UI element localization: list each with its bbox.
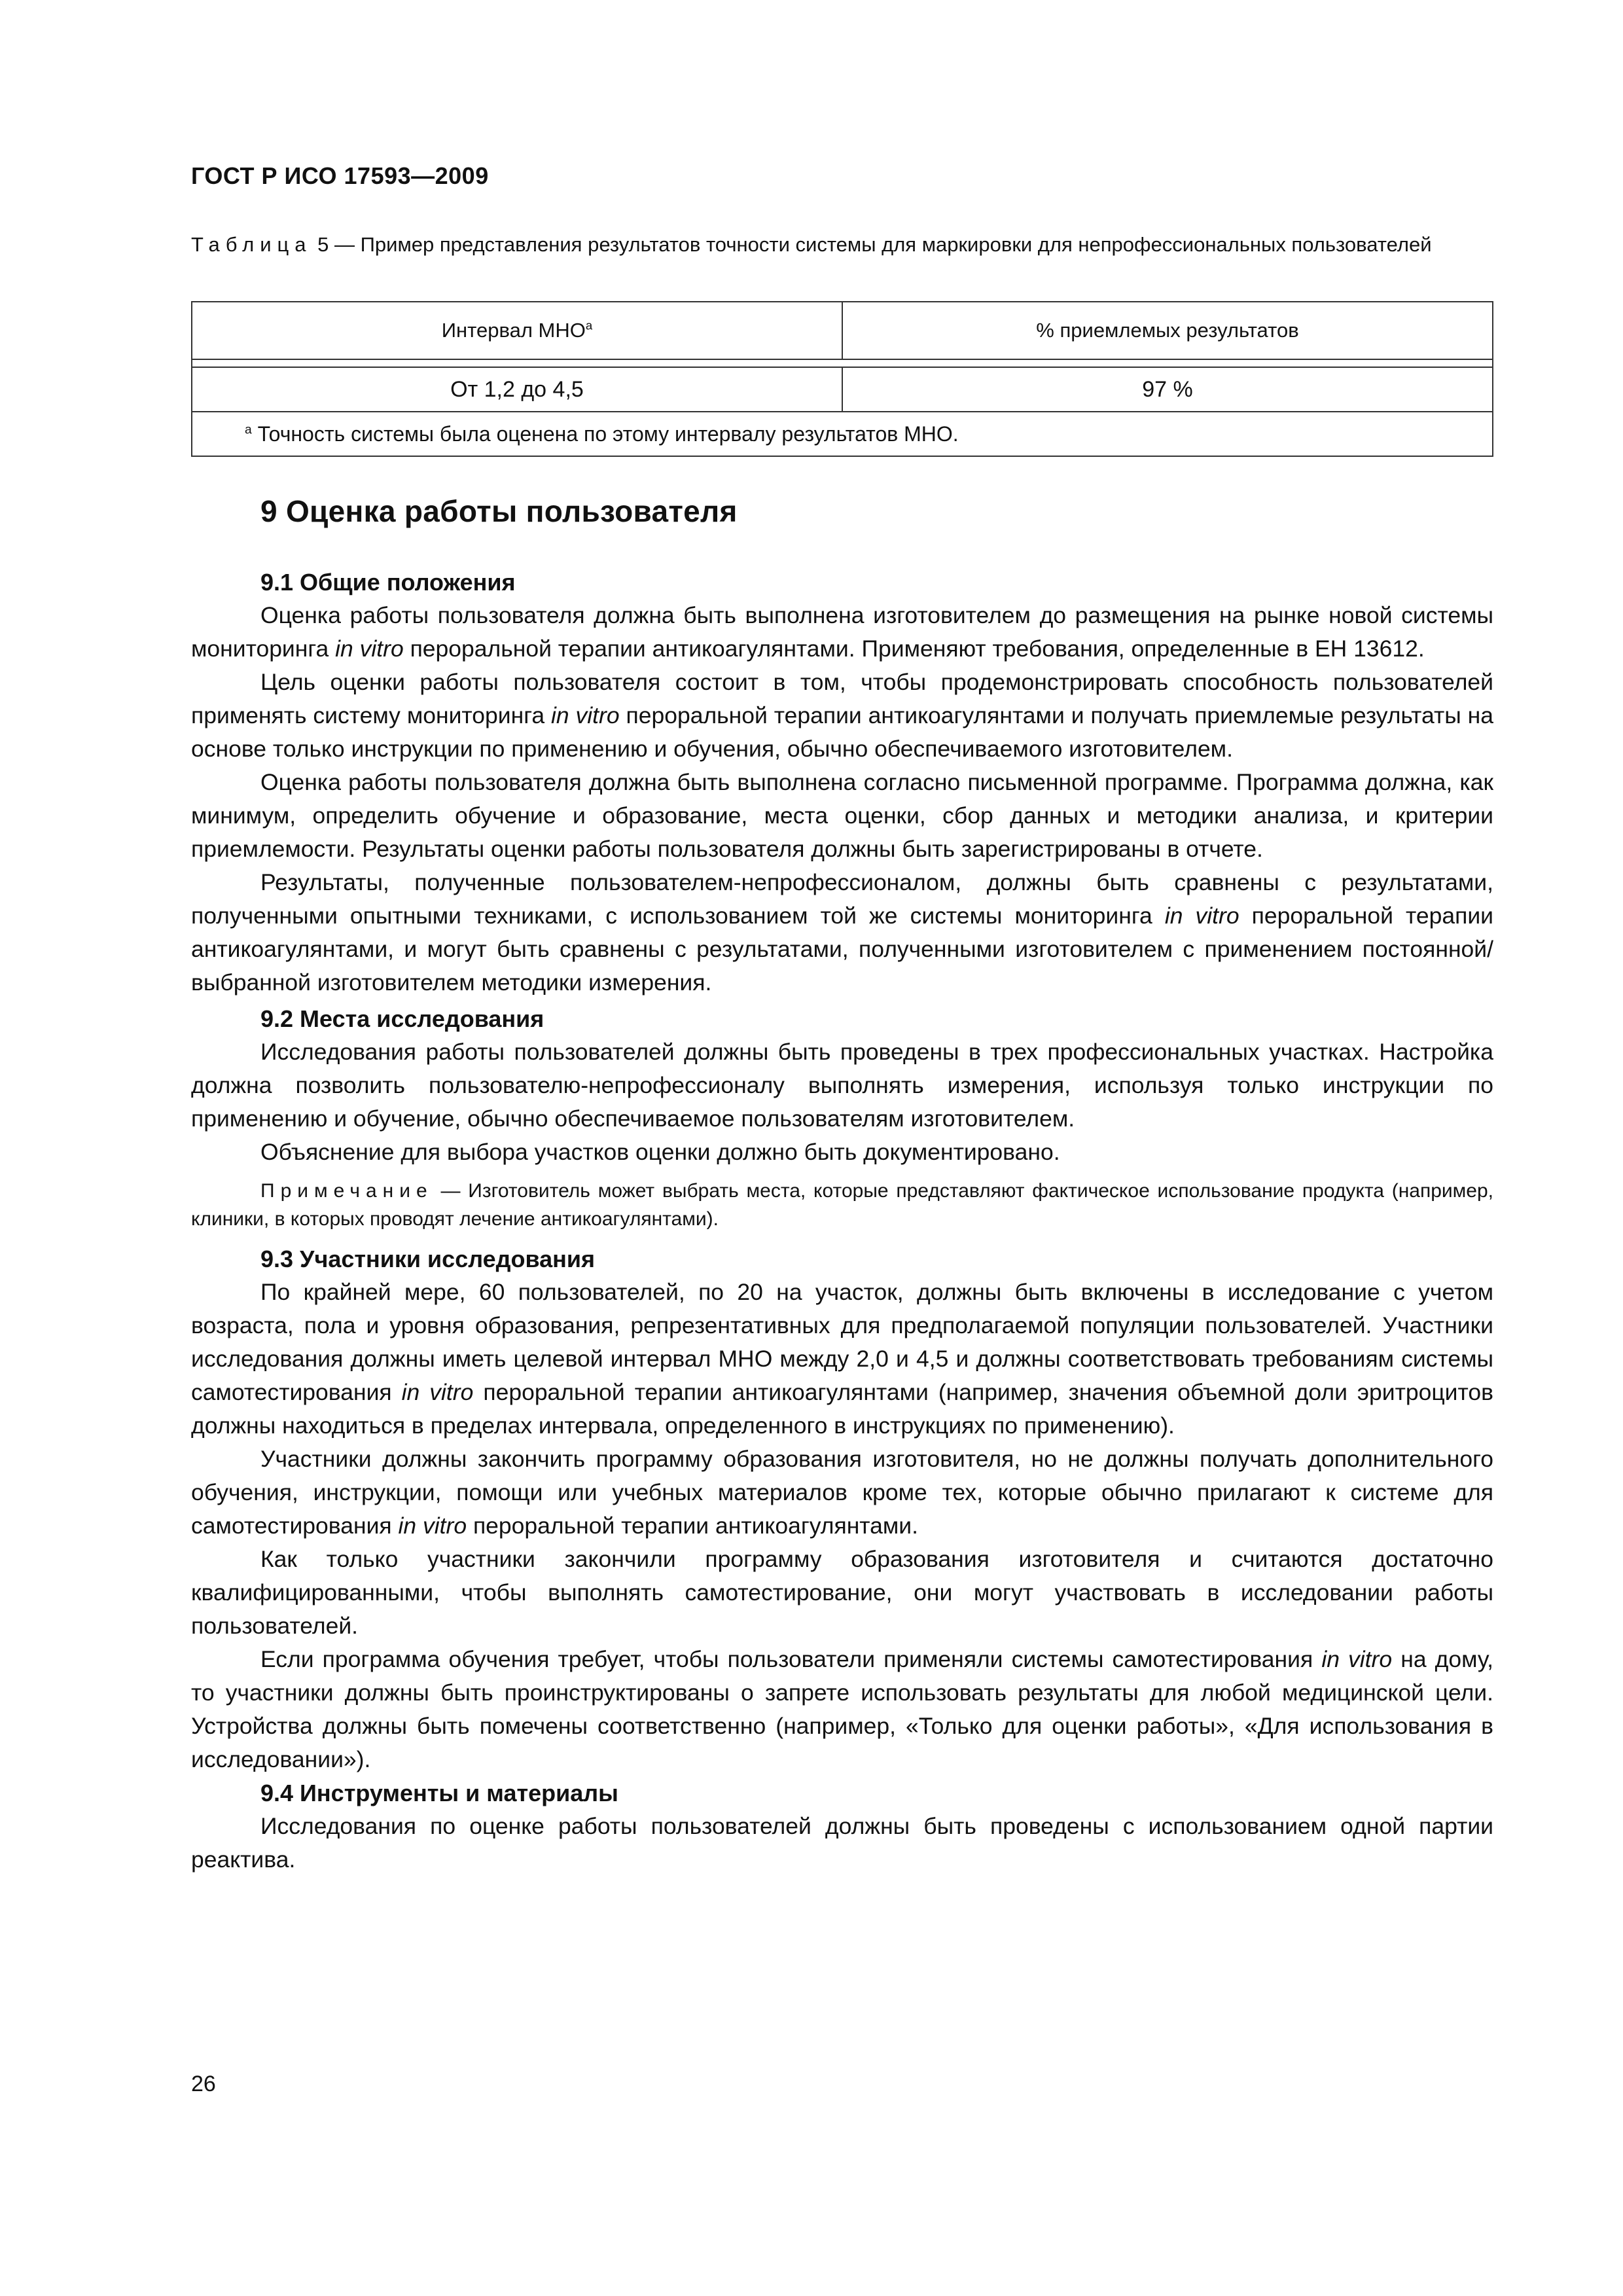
table-caption-text: 5 — Пример представления результатов точности системы для маркировки для непрофессиональных пользователей <box>312 233 1432 256</box>
table-caption-label: Таблица <box>191 233 312 256</box>
paragraph: Объяснение для выбора участков оценки должно быть документировано. <box>260 1139 1060 1165</box>
table-row <box>192 367 1493 412</box>
section-9-4-title: 9.4 Инструменты и материалы <box>260 1780 618 1806</box>
footnote-marker: a <box>585 318 593 332</box>
page-number: 26 <box>191 2072 216 2096</box>
cell-acceptable-percent: 97 % <box>842 367 1493 412</box>
paragraph: Цель оценки работы пользователя состоит в том, чтобы продемонстрировать способность пользователей применять систему мониторинга in vitro пероральной терапии антикоагулянтами и получать приемлемые результаты на основе только инструкции по применению и обучения, обычно обеспечиваемого изготовителем. <box>191 669 1494 762</box>
paragraph: Как только участники закончили программу образования изготовителя и считаются достаточно квалифицированными, чтобы выполнять самотестирование, они могут участвовать в исследовании работы пользователей. <box>191 1546 1493 1639</box>
section-9-1-title: 9.1 Общие положения <box>260 569 516 596</box>
note <box>191 1177 1493 1233</box>
col-header-acceptable-results: % приемлемых результатов <box>842 302 1493 359</box>
paragraph: Участники должны закончить программу образования изготовителя, но не должны получать дополнительного обучения, инструкции, помощи или учебных материалов кроме тех, которые обычно прилагают к системе для самотестирования in vitro пероральной терапии антикоагулянтами. <box>191 1446 1493 1539</box>
section-9-3-title: 9.3 Участники исследования <box>260 1246 596 1272</box>
paragraph: Оценка работы пользователя должна быть выполнена согласно письменной программе. Программа должна, как минимум, определить обучение и образование, места оценки, сбор данных и методики анализа, и критерии приемлемости. Результаты оценки работы пользователя должны быть зарегистрированы в отчете. <box>191 769 1493 862</box>
paragraph: Оценка работы пользователя должна быть выполнена изготовителем до размещения на рынке новой системы мониторинга in vitro пероральной терапии антикоагулянтами. Применяют требования, определенные в ЕН 13612. <box>191 602 1493 662</box>
cell-inr-interval: От 1,2 до 4,5 <box>192 367 842 412</box>
table-caption <box>191 230 1493 259</box>
table-separator-row <box>192 359 1493 367</box>
document-header: ГОСТ Р ИСО 17593—2009 <box>191 162 489 189</box>
note-label: Примечание <box>260 1180 433 1202</box>
col-header-inr-interval: Интервал МНО$^a$ <box>192 302 842 359</box>
table-header-row <box>192 302 1493 359</box>
paragraph: Исследования работы пользователей должны быть проведены в трех профессиональных участках. Настройка должна позволить пользователю-непрофессионалу выполнять измерения, используя только инструкции по применению и обучение, обычно обеспечиваемое пользователям изготовителем. <box>191 1039 1493 1132</box>
section-9-title: 9 Оценка работы пользователя <box>260 494 738 528</box>
paragraph: По крайней мере, 60 пользователей, по 20 на участок, должны быть включены в исследование с учетом возраста, пола и уровня образования, репрезентативных для предполагаемой популяции пользователей. Участники исследования должны иметь целевой интервал МНО между 2,0 и 4,5 и должны соответствовать требованиям системы самотестирования in vitro пероральной терапии антикоагулянтами (например, значения объемной доли эритроцитов должны находиться в пределах интервала, определенного в инструкциях по применению). <box>191 1279 1493 1439</box>
paragraph: Исследования по оценке работы пользователей должны быть проведены с использованием одной партии реактива. <box>191 1813 1493 1873</box>
section-9-body <box>191 565 1493 1876</box>
section-9-2-title: 9.2 Места исследования <box>260 1005 544 1032</box>
note-text: — Изготовитель может выбрать места, которые представляют фактическое использование продукта (например, клиники, в которых проводят лечение антикоагулянтами). <box>191 1180 1493 1230</box>
table-5 <box>191 301 1493 457</box>
paragraph: Результаты, полученные пользователем-непрофессионалом, должны быть сравнены с результатами, полученными опытными техниками, с использованием той же системы мониторинга in vitro пероральной терапии антикоагулянтами, и могут быть сравнены с результатами, полученными изготовителем с применением постоянной/выбранной изготовителем методики измерения. <box>191 869 1494 996</box>
paragraph: Если программа обучения требует, чтобы пользователи применяли системы самотестирования in vitro на дому, то участники должны быть проинструктированы о запрете использовать результаты для любой медицинской цели. Устройства должны быть помечены соответственно (например, «Только для оценки работы», «Для использования в исследовании»). <box>191 1646 1493 1772</box>
table-footnote-row <box>192 412 1493 456</box>
table-footnote: $^a$ Точность системы была оценена по этому интервалу результатов МНО. <box>192 412 1493 456</box>
